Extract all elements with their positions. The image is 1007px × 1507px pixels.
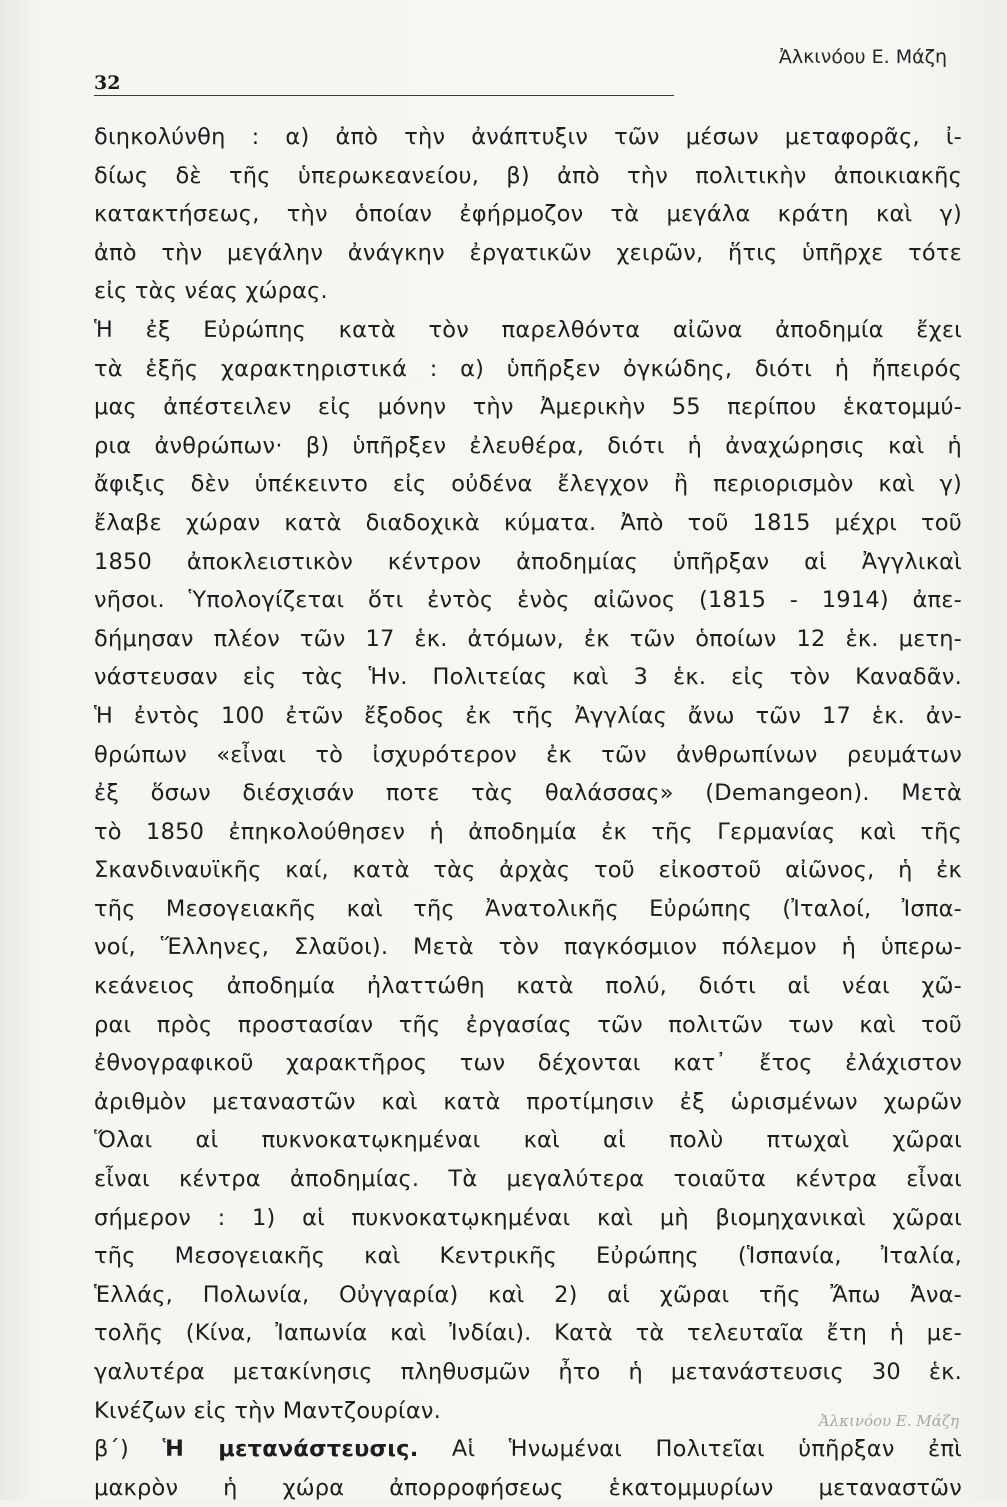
text-line: ραι πρὸς προστασίαν τῆς ἐργασίας τῶν πολιτῶν των καὶ τοῦ [94,1011,962,1038]
text-line: τολῆς (Κίνα, Ἰαπωνία καὶ Ἰνδίαι). Κατὰ τὰ τελευταῖα ἔτη ἡ με- [94,1320,962,1347]
text-line: Ἑλλάς, Πολωνία, Οὐγγαρία) καὶ 2) αἱ χῶραι τῆς Ἄπω Ἀνα- [94,1281,962,1308]
text-line: μας ἀπέστειλεν εἰς μόνην τὴν Ἀμερικὴν 55 περίπου ἑκατομμύ- [94,394,962,421]
text-line: νῆσοι. Ὑπολογίζεται ὅτι ἐντὸς ἑνὸς αἰῶνος (1815 - 1914) ἀπε- [94,587,962,614]
page-number: 32 [94,72,121,94]
text-line: Σκανδιναυϊκῆς καί, κατὰ τὰς ἀρχὰς τοῦ εἰκοστοῦ αἰῶνος, ἡ ἐκ [94,857,962,884]
text-line: Ἡ ἐντὸς 100 ἐτῶν ἔξοδος ἐκ τῆς Ἀγγλίας ἄνω τῶν 17 ἑκ. ἀν- [94,702,962,729]
text-line: τὸ 1850 ἐπηκολούθησεν ἡ ἀποδημία ἐκ τῆς Γερμανίας καὶ τῆς [94,818,962,845]
text-line: κεάνειος ἀποδημία ἠλαττώθη κατὰ πολύ, διότι αἱ νέαι χῶ- [94,973,962,1000]
section-label: β΄) [94,1436,129,1463]
text-line: τῆς Μεσογειακῆς καὶ τῆς Ἀνατολικῆς Εὐρώπης (Ἰταλοί, Ἰσπα- [94,895,962,922]
text-line: Κινέζων εἰς τὴν Μαντζουρίαν. [94,1397,441,1424]
running-head: Ἀλκινόου Ε. Μάζη [778,46,947,68]
section-heading: Ἡ μετανάστευσις. [162,1436,419,1463]
header-rule [94,95,674,96]
text-line: θρώπων «εἶναι τὸ ἰσχυρότερον ἐκ τῶν ἀνθρωπίνων ρευμάτων [94,741,962,768]
text-line: μακρὸν ἡ χώρα ἀπορροφήσεως ἑκατομμυρίων μεταναστῶν [94,1474,962,1501]
text-line: κατακτήσεως, τὴν ὁποίαν ἐφήρμοζον τὰ μεγάλα κράτη καὶ γ) [94,201,962,228]
text-line: Ἡ ἐξ Εὐρώπης κατὰ τὸν παρελθόντα αἰῶνα ἀποδημία ἔχει [94,316,962,343]
text-line: ἄφιξις δὲν ὑπέκειντο εἰς οὐδένα ἔλεγχον ἢ περιορισμὸν καὶ γ) [94,471,962,498]
text-line: τὰ ἑξῆς χαρακτηριστικά : α) ὑπῆρξεν ὀγκώδης, διότι ἡ ἤπειρός [94,355,962,382]
text-line: νοί, Ἕλληνες, Σλαῦοι). Μετὰ τὸν παγκόσμιον πόλεμον ἡ ὑπερω- [94,934,962,961]
text-line: εἰς τὰς νέας χώρας. [94,278,328,305]
text-line: δίως δὲ τῆς ὑπερωκεανείου, β) ἀπὸ τὴν πολιτικὴν ἀποικιακῆς [94,162,962,189]
text-line: δήμησαν πλέον τῶν 17 ἑκ. ἀτόμων, ἐκ τῶν ὁποίων 12 ἑκ. μετη- [94,625,962,652]
text-line: Ὅλαι αἱ πυκνοκατῳκημέναι καὶ αἱ πολὺ πτωχαὶ χῶραι [94,1127,962,1154]
text-line: ἀπὸ τὴν μεγάλην ἀνάγκην ἐργατικῶν χειρῶν, ἥτις ὑπῆρχε τότε [94,239,962,266]
text-line: ἀριθμὸν μεταναστῶν καὶ κατὰ προτίμησιν ἐξ ὡρισμένων χωρῶν [94,1088,962,1115]
text-line: εἶναι κέντρα ἀποδημίας. Τὰ μεγαλύτερα τοιαῦτα κέντρα εἶναι [94,1166,962,1193]
text-line: γαλυτέρα μετακίνησις πληθυσμῶν ἦτο ἡ μετανάστευσις 30 ἑκ. [94,1359,962,1385]
section-heading-line [94,1430,962,1469]
text-line: τῆς Μεσογειακῆς καὶ Κεντρικῆς Εὐρώπης (Ἱσπανία, Ἰταλία, [94,1243,962,1270]
body-text [94,118,962,1507]
text-line: ἐθνογραφικοῦ χαρακτῆρος των δέχονται κατ᾽ ἔτος ἐλάχιστον [94,1050,962,1077]
text-line: διηκολύνθη : α) ἀπὸ τὴν ἀνάπτυξιν τῶν μέσων μεταφορᾶς, ἰ- [94,124,962,150]
text-line: 1850 ἀποκλειστικὸν κέντρον ἀποδημίας ὑπῆρξαν αἱ Ἀγγλικαὶ [94,548,962,575]
section-text: Αἱ Ἡνωμέναι Πολιτεῖαι ὑπῆρξαν ἐπὶ [451,1436,962,1463]
text-line: ἔλαβε χώραν κατὰ διαδοχικὰ κύματα. Ἀπὸ τοῦ 1815 μέχρι τοῦ [94,509,962,536]
text-line: νάστευσαν εἰς τὰς Ἡν. Πολιτείας καὶ 3 ἑκ. εἰς τὸν Καναδᾶν. [94,664,962,691]
text-line: ρια ἀνθρώπων· β) ὑπῆρξεν ἐλευθέρα, διότι ἡ ἀναχώρησις καὶ ἡ [94,432,962,459]
text-line: σήμερον : 1) αἱ πυκνοκατῳκημέναι καὶ μὴ βιομηχανικαὶ χῶραι [94,1204,962,1231]
text-line: ἐξ ὅσων διέσχισάν ποτε τὰς θαλάσσας» (Demangeon). Μετὰ [94,780,962,807]
author-watermark: Ἀλκινόου Ε. Μάζη [818,1412,959,1430]
